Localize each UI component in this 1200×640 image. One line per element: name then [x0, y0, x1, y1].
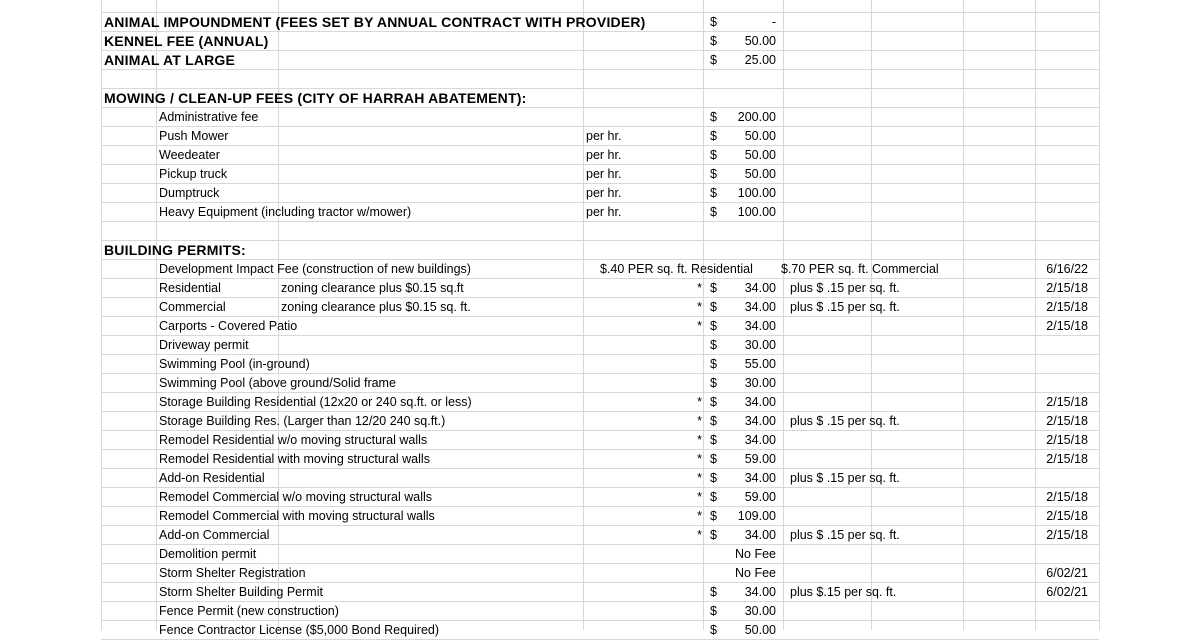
dollar-sign: $	[710, 319, 717, 333]
section-heading: ANIMAL IMPOUNDMENT (FEES SET BY ANNUAL CONTRACT WITH PROVIDER)	[104, 14, 646, 30]
fee-item-label: Pickup truck	[159, 167, 228, 181]
table-row	[0, 127, 1200, 146]
fee-item-label: Remodel Residential with moving structural walls	[159, 452, 430, 466]
fee-amount: 100.00	[737, 186, 776, 200]
fee-item-label: Development Impact Fee (construction of new buildings)	[159, 262, 471, 276]
fee-item-label: Administrative fee	[159, 110, 259, 124]
dollar-sign: $	[710, 509, 717, 523]
fee-amount: 34.00	[744, 281, 776, 295]
fee-item-label: Heavy Equipment (including tractor w/mower)	[159, 205, 412, 219]
table-row	[0, 621, 1200, 640]
dollar-sign: $	[710, 433, 717, 447]
table-row	[0, 89, 1200, 108]
fee-amount: 34.00	[744, 585, 776, 599]
table-row	[0, 469, 1200, 488]
table-row	[0, 317, 1200, 336]
section-heading: KENNEL FEE (ANNUAL)	[104, 33, 269, 49]
inspection-marker: *	[697, 509, 702, 523]
effective-date: 2/15/18	[1046, 433, 1088, 447]
table-row	[0, 526, 1200, 545]
dollar-sign: $	[710, 452, 717, 466]
section-heading: BUILDING PERMITS:	[104, 242, 246, 258]
table-row	[0, 241, 1200, 260]
fee-item-label: Remodel Residential w/o moving structural walls	[159, 433, 428, 447]
table-row	[0, 13, 1200, 32]
fee-amount: 50.00	[744, 623, 776, 637]
section-heading: ANIMAL AT LARGE	[104, 52, 236, 68]
fee-amount: -	[771, 15, 776, 29]
fee-item-label: Carports - Covered Patio	[159, 319, 298, 333]
fee-amount: 200.00	[737, 110, 776, 124]
table-row	[0, 222, 1200, 241]
fee-amount: 34.00	[744, 433, 776, 447]
fee-amount: 59.00	[744, 452, 776, 466]
fee-item-label: Swimming Pool (in-ground)	[159, 357, 310, 371]
inspection-marker: *	[697, 433, 702, 447]
table-row	[0, 70, 1200, 89]
rate-unit: per hr.	[586, 186, 622, 200]
effective-date: 2/15/18	[1046, 414, 1088, 428]
fee-amount: 34.00	[744, 300, 776, 314]
fee-amount: 34.00	[744, 319, 776, 333]
fee-amount: 50.00	[744, 34, 776, 48]
table-row	[0, 602, 1200, 621]
table-row	[0, 488, 1200, 507]
effective-date: 2/15/18	[1046, 300, 1088, 314]
table-row	[0, 279, 1200, 298]
table-row	[0, 355, 1200, 374]
inspection-marker: *	[697, 300, 702, 314]
dollar-sign: $	[710, 604, 717, 618]
table-row	[0, 431, 1200, 450]
table-row	[0, 412, 1200, 431]
table-row	[0, 298, 1200, 317]
table-row	[0, 165, 1200, 184]
per-sqft-surcharge: plus $ .15 per sq. ft.	[790, 528, 900, 542]
dollar-sign: $	[710, 110, 717, 124]
table-row	[0, 450, 1200, 469]
rate-unit: per hr.	[586, 205, 622, 219]
per-sqft-surcharge: plus $ .15 per sq. ft.	[790, 414, 900, 428]
per-sqft-surcharge: plus $ .15 per sq. ft.	[790, 300, 900, 314]
fee-item-label: Weedeater	[159, 148, 220, 162]
inspection-marker: *	[697, 490, 702, 504]
inspection-marker: *	[697, 528, 702, 542]
fee-item-label: Dumptruck	[159, 186, 220, 200]
fee-item-label: Remodel Commercial with moving structural walls	[159, 509, 435, 523]
fee-amount: 50.00	[744, 129, 776, 143]
table-row	[0, 583, 1200, 602]
residential-impact-rate: $.40 PER sq. ft. Residential	[600, 262, 753, 276]
dollar-sign: $	[710, 395, 717, 409]
effective-date: 6/02/21	[1046, 566, 1088, 580]
dollar-sign: $	[710, 53, 717, 67]
table-row	[0, 203, 1200, 222]
fee-item-note: zoning clearance plus $0.15 sq. ft.	[281, 300, 471, 314]
inspection-marker: *	[697, 471, 702, 485]
fee-item-label: Fence Contractor License ($5,000 Bond Required)	[159, 623, 440, 637]
dollar-sign: $	[710, 148, 717, 162]
rate-unit: per hr.	[586, 167, 622, 181]
section-heading: MOWING / CLEAN-UP FEES (CITY OF HARRAH ABATEMENT):	[104, 90, 527, 106]
fee-amount: 109.00	[737, 509, 776, 523]
fee-item-label: Add-on Residential	[159, 471, 265, 485]
inspection-marker: *	[697, 395, 702, 409]
commercial-impact-rate: $.70 PER sq. ft. Commercial	[781, 262, 939, 276]
inspection-marker: *	[697, 452, 702, 466]
fee-item-label: Storm Shelter Building Permit	[159, 585, 323, 599]
fee-amount: 34.00	[744, 471, 776, 485]
dollar-sign: $	[710, 300, 717, 314]
dollar-sign: $	[710, 15, 717, 29]
rate-unit: per hr.	[586, 129, 622, 143]
inspection-marker: *	[697, 319, 702, 333]
fee-item-label: Driveway permit	[159, 338, 249, 352]
dollar-sign: $	[710, 528, 717, 542]
rate-unit: per hr.	[586, 148, 622, 162]
fee-item-label: Commercial	[159, 300, 226, 314]
effective-date: 6/16/22	[1046, 262, 1088, 276]
inspection-marker: *	[697, 414, 702, 428]
fee-item-label: Add-on Commercial	[159, 528, 270, 542]
effective-date: 2/15/18	[1046, 395, 1088, 409]
dollar-sign: $	[710, 471, 717, 485]
fee-amount: 59.00	[744, 490, 776, 504]
fee-amount: 30.00	[744, 376, 776, 390]
table-row	[0, 32, 1200, 51]
fee-amount: No Fee	[735, 566, 776, 580]
effective-date: 2/15/18	[1046, 452, 1088, 466]
fee-amount: 34.00	[744, 414, 776, 428]
dollar-sign: $	[710, 129, 717, 143]
table-row	[0, 146, 1200, 165]
fee-amount: 50.00	[744, 167, 776, 181]
effective-date: 2/15/18	[1046, 319, 1088, 333]
fee-amount: No Fee	[735, 547, 776, 561]
inspection-marker: *	[697, 281, 702, 295]
dollar-sign: $	[710, 186, 717, 200]
dollar-sign: $	[710, 357, 717, 371]
fee-item-label: Push Mower	[159, 129, 229, 143]
table-row	[0, 51, 1200, 70]
fee-amount: 30.00	[744, 604, 776, 618]
table-row	[0, 564, 1200, 583]
table-row	[0, 393, 1200, 412]
effective-date: 6/02/21	[1046, 585, 1088, 599]
fee-amount: 30.00	[744, 338, 776, 352]
effective-date: 2/15/18	[1046, 528, 1088, 542]
table-row	[0, 336, 1200, 355]
dollar-sign: $	[710, 623, 717, 637]
dollar-sign: $	[710, 34, 717, 48]
fee-item-label: Demolition permit	[159, 547, 257, 561]
table-row	[0, 545, 1200, 564]
fee-item-label: Storage Building Res. (Larger than 12/20 240 sq.ft.)	[159, 414, 446, 428]
fee-item-label: Fence Permit (new construction)	[159, 604, 339, 618]
per-sqft-surcharge: plus $ .15 per sq. ft.	[790, 471, 900, 485]
fee-item-note: zoning clearance plus $0.15 sq.ft	[281, 281, 464, 295]
dollar-sign: $	[710, 205, 717, 219]
table-row	[0, 374, 1200, 393]
table-row	[0, 260, 1200, 279]
effective-date: 2/15/18	[1046, 509, 1088, 523]
fee-item-label: Storage Building Residential (12x20 or 240 sq.ft. or less)	[159, 395, 472, 409]
per-sqft-surcharge: plus $ .15 per sq. ft.	[790, 281, 900, 295]
effective-date: 2/15/18	[1046, 281, 1088, 295]
table-row	[0, 108, 1200, 127]
dollar-sign: $	[710, 376, 717, 390]
dollar-sign: $	[710, 414, 717, 428]
fee-item-label: Swimming Pool (above ground/Solid frame	[159, 376, 396, 390]
dollar-sign: $	[710, 167, 717, 181]
fee-amount: 34.00	[744, 395, 776, 409]
per-sqft-surcharge: plus $.15 per sq. ft.	[790, 585, 897, 599]
fee-item-label: Residential	[159, 281, 221, 295]
effective-date: 2/15/18	[1046, 490, 1088, 504]
dollar-sign: $	[710, 338, 717, 352]
dollar-sign: $	[710, 585, 717, 599]
fee-item-label: Storm Shelter Registration	[159, 566, 306, 580]
table-row	[0, 507, 1200, 526]
dollar-sign: $	[710, 490, 717, 504]
fee-amount: 25.00	[744, 53, 776, 67]
fee-amount: 100.00	[737, 205, 776, 219]
fee-item-label: Remodel Commercial w/o moving structural walls	[159, 490, 432, 504]
fee-amount: 34.00	[744, 528, 776, 542]
fee-amount: 55.00	[744, 357, 776, 371]
fee-amount: 50.00	[744, 148, 776, 162]
table-row	[0, 184, 1200, 203]
dollar-sign: $	[710, 281, 717, 295]
